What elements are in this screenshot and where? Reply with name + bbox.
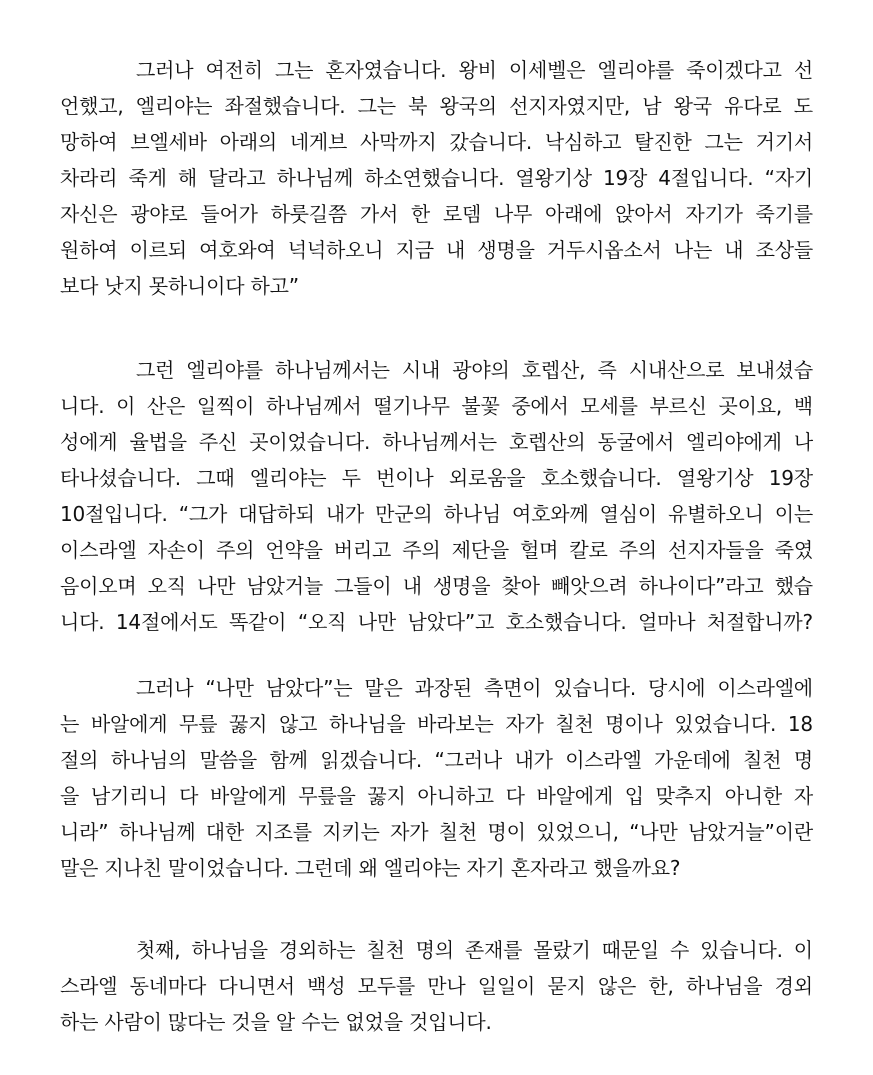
text-line: 차라리 죽게 해 달라고 하나님께 하소연했습니다. 열왕기상 19장 4절입니다. “자기 [60, 166, 813, 190]
text-line: 니다. 이 산은 일찍이 하나님께서 떨기나무 불꽃 중에서 모세를 부르신 곳이요, 백 [60, 394, 813, 418]
text-line: 타나셨습니다. 그때 엘리야는 두 번이나 외로움을 호소했습니다. 열왕기상 19장 [60, 466, 813, 490]
text-line: 자신은 광야로 들어가 하룻길쯤 가서 한 로뎀 나무 아래에 앉아서 자기가 죽기를 [60, 202, 813, 226]
text-line: 성에게 율법을 주신 곳이었습니다. 하나님께서는 호렙산의 동굴에서 엘리야에게 나 [60, 430, 813, 454]
text-line: 니라” 하나님께 대한 지조를 지키는 자가 칠천 명이 있었으니, “나만 남았거늘”이란 [60, 820, 813, 844]
text-line: 망하여 브엘세바 아래의 네게브 사막까지 갔습니다. 낙심하고 탈진한 그는 거기서 [60, 130, 813, 154]
text-line: 하는 사람이 많다는 것을 알 수는 없었을 것입니다. [60, 1010, 492, 1034]
text-line: 니다. 14절에서도 똑같이 “오직 나만 남았다”고 호소했습니다. 얼마나 처절합니까? [60, 610, 813, 634]
text-line: 그러나 “나만 남았다”는 말은 과장된 측면이 있습니다. 당시에 이스라엘에 [136, 676, 813, 700]
paragraph-3 [60, 670, 813, 886]
text-line: 언했고, 엘리야는 좌절했습니다. 그는 북 왕국의 선지자였지만, 남 왕국 유다로 도 [60, 94, 813, 118]
paragraph-1 [60, 52, 813, 304]
text-line: 을 남기리니 다 바알에게 무릎을 꿇지 아니하고 다 바알에게 입 맞추지 아니한 자 [60, 784, 813, 808]
paragraph-4 [60, 932, 813, 1040]
text-line: 첫째, 하나님을 경외하는 칠천 명의 존재를 몰랐기 때문일 수 있습니다. 이 [136, 938, 813, 962]
text-line: 말은 지나친 말이었습니다. 그런데 왜 엘리야는 자기 혼자라고 했을까요? [60, 856, 681, 880]
text-line: 그런 엘리야를 하나님께서는 시내 광야의 호렙산, 즉 시내산으로 보내셨습 [136, 358, 813, 382]
text-line: 절의 하나님의 말씀을 함께 읽겠습니다. “그러나 내가 이스라엘 가운데에 칠천 명 [60, 748, 813, 772]
paragraph-2 [60, 352, 813, 640]
text-line: 10절입니다. “그가 대답하되 내가 만군의 하나님 여호와께 열심이 유별하오니 이는 [60, 502, 813, 526]
text-line: 스라엘 동네마다 다니면서 백성 모두를 만나 일일이 묻지 않은 한, 하나님을 경외 [60, 974, 813, 998]
text-line: 원하여 이르되 여호와여 넉넉하오니 지금 내 생명을 거두시옵소서 나는 내 조상들 [60, 238, 813, 262]
text-line: 음이오며 오직 나만 남았거늘 그들이 내 생명을 찾아 빼앗으려 하나이다”라고 했습 [60, 574, 813, 598]
text-line: 이스라엘 자손이 주의 언약을 버리고 주의 제단을 헐며 칼로 주의 선지자들을 죽였 [60, 538, 813, 562]
text-line: 는 바알에게 무릎 꿇지 않고 하나님을 바라보는 자가 칠천 명이나 있었습니다. 18 [60, 712, 813, 736]
text-line: 보다 낫지 못하니이다 하고” [60, 274, 299, 298]
text-line: 그러나 여전히 그는 혼자였습니다. 왕비 이세벨은 엘리야를 죽이겠다고 선 [136, 58, 813, 82]
